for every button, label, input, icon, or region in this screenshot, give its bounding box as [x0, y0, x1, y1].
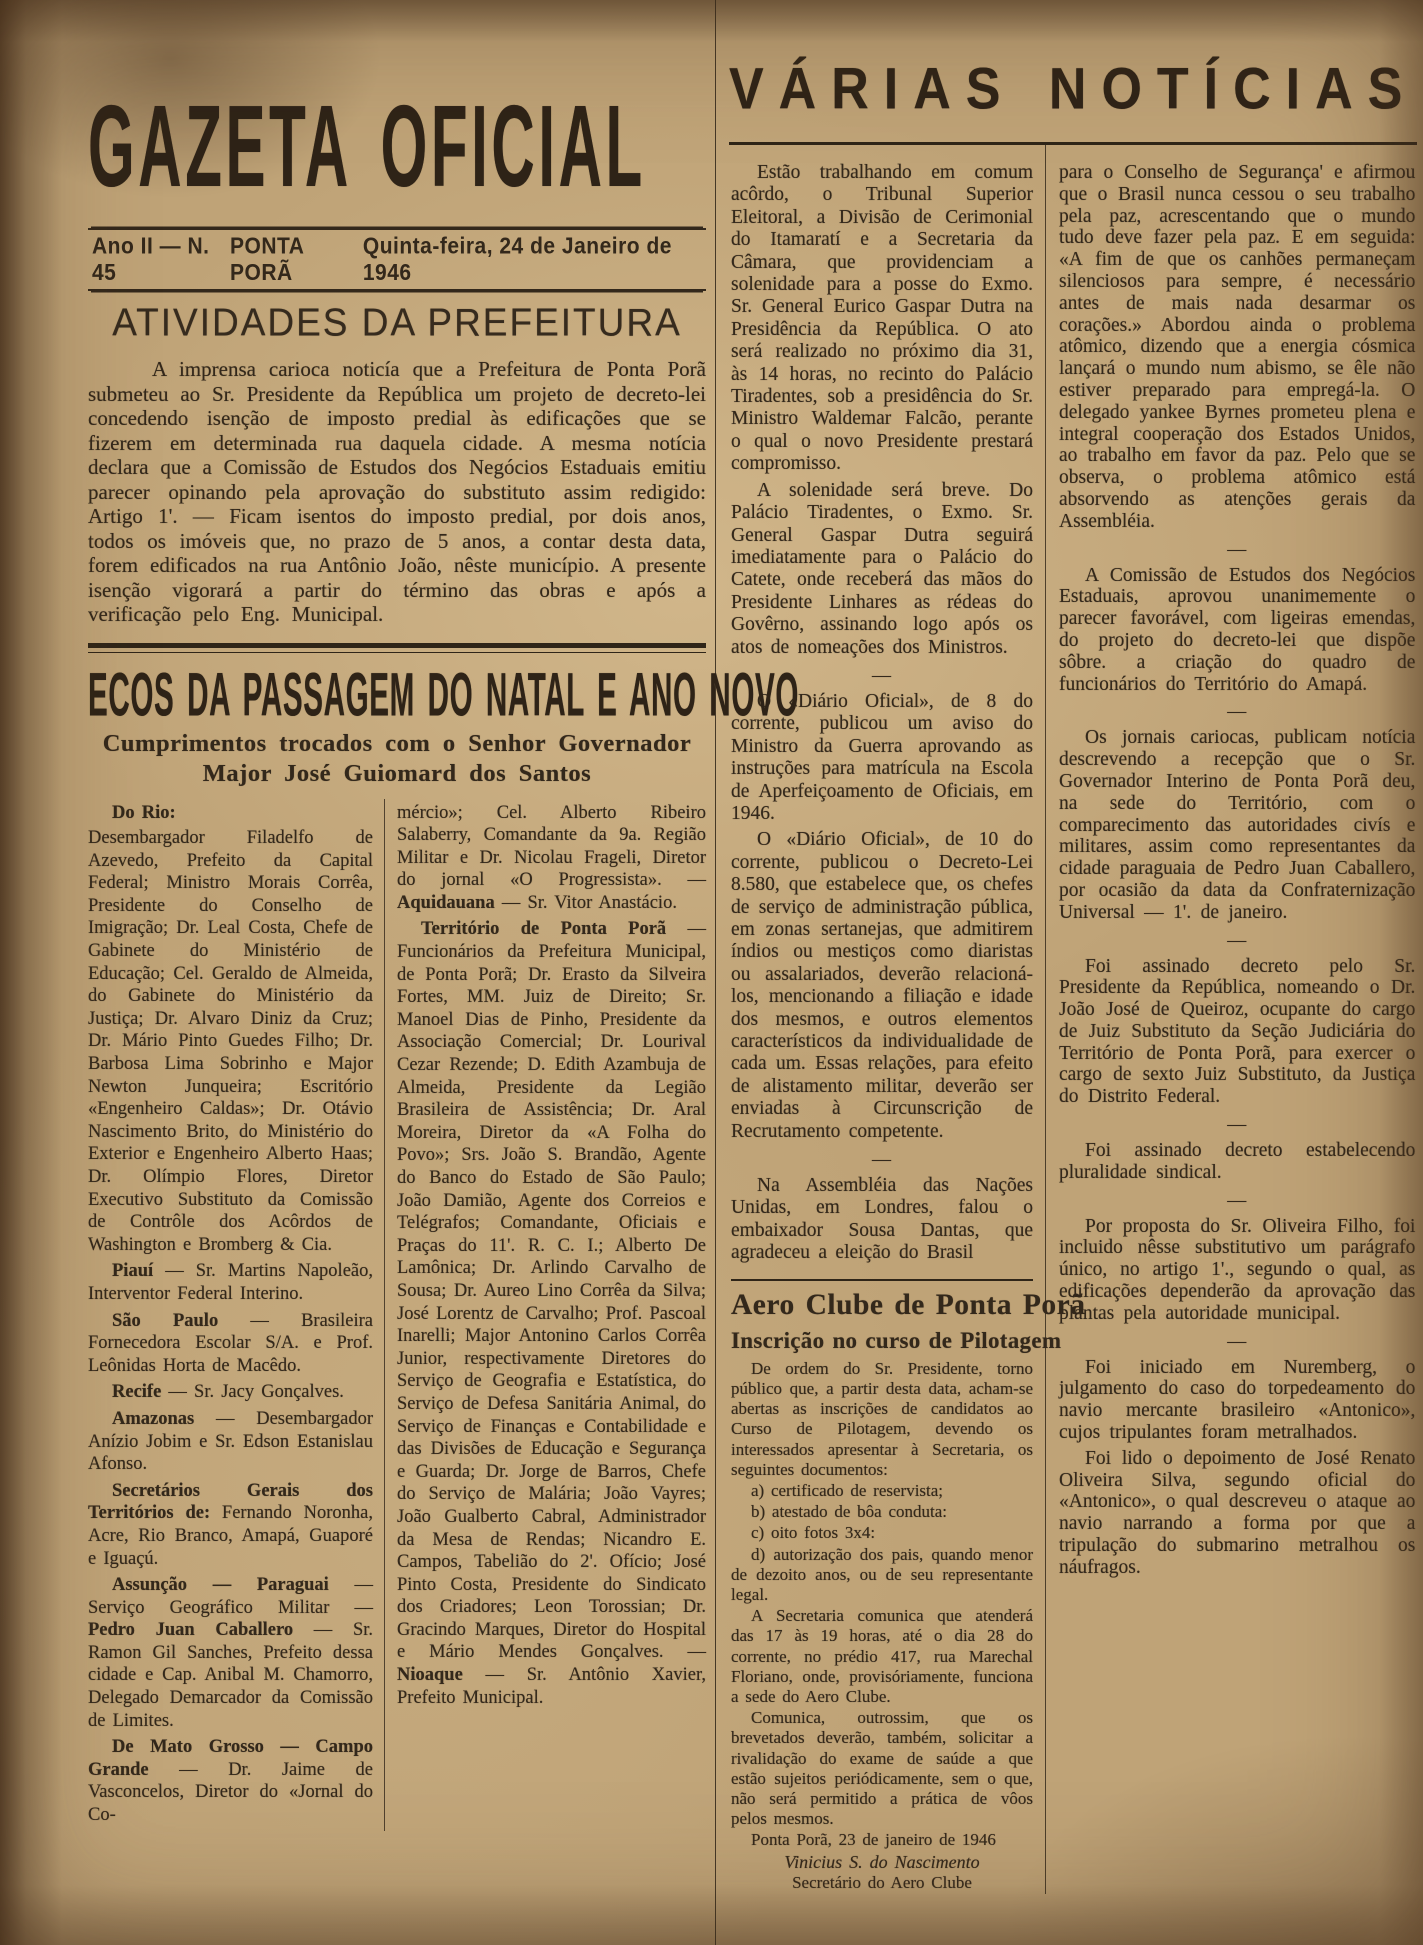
newsprint-paragraph: Assunção — Paraguai — Serviço Geográfico Militar — Pedro Juan Caballero — Sr. Ramon Gil Sanches, Prefeito dessa cidade e Cap. Anibal M. Chamorro, Delegado Demarcador da Comissão de Limites.: [88, 1575, 373, 1731]
item-separator: —: [1227, 538, 1248, 560]
newsprint-paragraph: Foi assinado decreto estabelecendo pluralidade sindical.: [1059, 1140, 1416, 1183]
newsprint-paragraph: De Mato Grosso — Campo Grande — Dr. Jaime de Vasconcelos, Diretor do «Jornal do Co-: [88, 1737, 373, 1826]
newsprint-paragraph: Por proposta do Sr. Oliveira Filho, foi incluido nêsse substitutivo um parágrafo único, no artigo 1'., segundo o qual, as edificações dependerão da aprovação das plantas pela autoridade municipal.: [1059, 1215, 1416, 1324]
newsprint-paragraph: Amazonas — Desembargador Anízio Jobim e Sr. Edson Estanislau Afonso.: [88, 1408, 373, 1475]
newsprint-paragraph: A Comissão de Estudos dos Negócios Estaduais, aprovou unanimemente o parecer favorável, com ligeiras emendas, do projeto do decreto-lei que dispõe sôbre. a criação do quadro de funcionários do Território do Amapá.: [1059, 564, 1416, 695]
dateline-city: PONTA PORÃ: [230, 233, 304, 286]
item-separator: —: [872, 1149, 892, 1171]
article-prefeitura-body: [88, 357, 706, 627]
newsprint-paragraph: Na Assembléia das Nações Unidas, em Londres, falou o embaixador Sousa Dantas, que agradeceu a eleição do Brasil: [731, 1175, 1033, 1264]
aero-clube-body: [731, 1359, 1033, 1893]
newsprint-paragraph: A solenidade será breve. Do Palácio Tiradentes, o Exmo. Sr. General Gaspar Dutra seguirá imediatamente para o Palácio do Catete, onde receberá das mãos do Presidente Linhares as rédeas do Govêrno, assinando logo após os atos de nomeações dos Ministros.: [731, 479, 1033, 658]
newsprint-paragraph: Comunica, outrossim, que os brevetados deverão, também, solicitar a rivalidação do exame de saúde a que estão sujeitos periódicamente, sem o que, não será permitido a prática de vôos pelos mesmos.: [731, 1708, 1033, 1829]
newsprint-paragraph: para o Conselho de Segurança' e afirmou que o Brasil nunca cessou o seu trabalho pela paz, acrescentando que o mundo tudo deve fazer pela paz. E em seguida: «A fim de que os canhões permaneçam silenciosos para sempre, é necessário antes de mais nada desarmar os corações.» Abordou ainda o problema atômico, dizendo que a energia cósmica lançará o mundo num abismo, se êle não estiver preparado para empregá-la. O delegado yankee Byrnes prometeu plena e integral cooperação dos Estados Unidos, ao trabalho em favor da paz. Pelo que se observa, o problema atômico está absorvendo as atenções gerais da Assembléia.: [1059, 162, 1416, 532]
varias-column-left: [729, 145, 1086, 1894]
newsprint-paragraph: Foi iniciado em Nuremberg, o julgamento do caso do torpedeamento do navio mercante brasileiro «Antonico», cujos tripulantes foram metralhados.: [1059, 1356, 1416, 1444]
ecos-column-right: [385, 799, 706, 1831]
newsprint-paragraph: Foi lido o depoimento de José Renato Oliveira Silva, segundo oficial do «Antonico», o qual descreveu o ataque ao navio narrando a forma por que a tripulação do submarino metralhou os náufragos.: [1059, 1447, 1416, 1578]
newsprint-paragraph: Estão trabalhando em comum acôrdo, o Tribunal Superior Eleitoral, a Divisão de Cerimonial do Itamaratí e a Secretaria da Câmara, que providenciam a solenidade para a posse do Exmo. Sr. General Eurico Gaspar Dutra na Presidência da República. O ato será realizado no próximo dia 31, às 14 horas, no recinto do Palácio Tiradentes, sob a presidência do Sr. Ministro Waldemar Falcão, perante o qual o novo Presidente prestará compromisso.: [731, 162, 1033, 475]
item-separator: —: [1227, 701, 1248, 723]
article-prefeitura-paragraph: A imprensa carioca noticía que a Prefeitura de Ponta Porã submeteu ao Sr. Presidente da República um projeto de decreto-lei concedendo isenção de imposto predial às edificações que se fizerem em determinada rua daquela cidade. A mesma notícia declara que a Comissão de Estudos dos Negócios Estaduais emitiu parecer opinando pela aprovação do substituto assim redigido: Artigo 1'. — Ficam isentos do imposto predial, por dois anos, todos os imóveis que, no prazo de 5 anos, a contar desta data, forem edificados na rua Antônio João, nêste município. A presente isenção vigorará a partir do término das obras e após a verificação pelo Eng. Municipal.: [88, 357, 706, 626]
newsprint-paragraph: Piauí — Sr. Martins Napoleão, Interventor Federal Interino.: [88, 1261, 373, 1304]
dateline-bar: [88, 228, 706, 291]
newsprint-paragraph: São Paulo — Brasileira Fornecedora Escolar S/A. e Prof. Leônidas Horta de Macêdo.: [88, 1310, 373, 1376]
left-section: [88, 0, 800, 1945]
newsprint-paragraph: Os jornais cariocas, publicam notícia descrevendo a recepção que o Sr. Governador Interino de Ponta Porã deu, na sede do Território, com o comparecimento das autoridades civís e militares, assim como representantes da cidade paraguaia de Pedro Juan Caballero, por ocasião da data da Confraternização Universal — 1'. de janeiro.: [1059, 727, 1416, 923]
newsprint-paragraph: Foi assinado decreto pelo Sr. Presidente da República, nomeando o Dr. João José de Queiroz, ocupante do cargo de Juiz Substituto da Seção Judiciária do Território de Ponta Porã, para exercer o cargo de sexto Juiz Substituto, da Justiça do Distrito Federal.: [1059, 955, 1416, 1108]
newsprint-paragraph: Vinicius S. do Nascimento: [784, 1851, 980, 1872]
page-content: [88, 0, 1418, 1945]
newsprint-paragraph: a) certificado de reservista;: [751, 1480, 944, 1500]
rule-above-ecos: [88, 643, 706, 653]
varias-column-right: [1046, 145, 1417, 1894]
newsprint-paragraph: b) atestado de bôa conduta:: [751, 1502, 947, 1522]
varias-headline: VÁRIAS NOTÍCIAS: [729, 57, 1418, 123]
item-separator: —: [1227, 1330, 1248, 1352]
dateline-edition: Ano II — N. 45: [92, 233, 210, 286]
item-separator: —: [872, 664, 892, 686]
ecos-headline: ECOS DA PASSAGEM DO NATAL E ANO NOVO: [88, 659, 800, 729]
newsprint-paragraph: mércio»; Cel. Alberto Ribeiro Salaberry, Comandante da 9a. Região Militar e Dr. Nicolau Frageli, Diretor do jornal «O Progressista». — Aquidauana — Sr. Vitor Anastácio.: [397, 802, 706, 913]
newsprint-paragraph: c) oito fotos 3x4:: [751, 1523, 876, 1543]
newsprint-paragraph: d) autorização dos pais, quando menor de dezoito anos, ou de seu representante legal.: [731, 1544, 1033, 1604]
newsprint-paragraph: Do Rio:: [112, 802, 176, 823]
dateline-date: Quinta-feira, 24 de Janeiro de 1946: [362, 233, 672, 286]
newsprint-paragraph: O «Diário Oficial», de 8 do corrente, publicou um aviso do Ministro da Guerra aprovando as instruções para matrícula na Escola de Aperfeiçoamento de Oficiais, em 1946.: [731, 690, 1033, 824]
newsprint-paragraph: De ordem do Sr. Presidente, torno público que, a partir desta data, acham-se abertas as inscrições de candidatos ao Curso de Pilotagem, devendo os interessados apresentar à Secretaria, os seguintes documentos:: [731, 1358, 1033, 1479]
aero-clube-section: [731, 1279, 1086, 1893]
aero-clube-subheadline: Inscrição no curso de Pilotagem: [731, 1327, 1062, 1353]
newsprint-paragraph: Recife — Sr. Jacy Gonçalves.: [112, 1382, 344, 1403]
newsprint-paragraph: Território de Ponta Porã — Funcionários da Prefeitura Municipal, de Ponta Porã; Dr. Erasto da Silveira Fortes, MM. Juiz de Direito; Sr. Manoel Dias de Pinho, Presidente da Associação Comercial; Dr. Lourival Cezar Rezende; D. Edith Azambuja de Almeida, Presidente da Legião Brasileira de Assistência; Dr. Aral Moreira, Diretor da «A Folha do Povo»; Srs. João S. Brandão, Agente do Banco do Estado de São Paulo; João Damião, Agente dos Correios e Telégrafos; Comandante, Oficiais e Praças do 11'. R. C. I.; Alberto De Lamônica; Dr. Arlindo Carvalho de Sousa; Dr. Aureo Lino Corrêa da Silva; José Lorentz de Carvalho; Prof. Pascoal Inarelli; Major Antonino Carlos Corrêa Junior, respectivamente Diretores do Serviço de Geografia e Estatística, do Serviço de Defesa Sanitária Animal, do Serviço de Finanças e Contabilidade e das Divisões de Educação e Segurança e Guarda; Dr. Jorge de Barros, Chefe do Serviço de Malária; João Vayres; João Gualberto Cabral, Administrador da Mesa de Rendas; Nicandro E. Campos, Tabelião do 2'. Ofício; José Pinto Costa, Presidente do Sindicato dos Criadores; Leon Torossian; Dr. Gracindo Marques, Diretor do Hospital e Mário Mendes Gonçalves. — Nioaque — Sr. Antônio Xavier, Prefeito Municipal.: [397, 919, 706, 1708]
masthead: [88, 81, 706, 214]
aero-clube-headline: Aero Clube de Ponta Porã: [731, 1288, 1086, 1321]
ecos-subtitle: [88, 729, 706, 789]
ecos-columns: [88, 799, 706, 1831]
right-section: [715, 0, 1417, 1945]
newsprint-paragraph: A Secretaria comunica que atenderá das 17 às 19 horas, até o dia 28 do corrente, no prédio 417, rua Marechal Floriano, onde, provisóriamente, funciona a sede do Aero Clube.: [731, 1606, 1033, 1706]
ecos-column-left: [88, 799, 385, 1831]
newsprint-paragraph: Secretários Gerais dos Territórios de: Fernando Noronha, Acre, Rio Branco, Amapá, Guaporé e Iguaçú.: [88, 1480, 373, 1569]
item-separator: —: [1227, 1114, 1248, 1136]
item-separator: —: [1227, 929, 1248, 951]
article-prefeitura-headline: ATIVIDADES DA PREFEITURA: [112, 301, 682, 345]
varias-columns: [729, 145, 1417, 1894]
ecos-subtitle-line1: Cumprimentos trocados com o Senhor Governador: [102, 729, 692, 757]
varias-headline-wrap: [729, 56, 1417, 145]
newsprint-paragraph: Secretário do Aero Clube: [792, 1872, 972, 1892]
ecos-subtitle-line2: Major José Guiomard dos Santos: [202, 759, 592, 787]
item-separator: —: [1227, 1189, 1248, 1211]
newsprint-paragraph: O «Diário Oficial», de 10 do corrente, publicou o Decreto-Lei 8.580, que estabelece que, os chefes de serviço de administração pública, em zonas sertanejas, que admitirem índios ou mestiços como diaristas ou assalariados, deverão relacioná-los, mencionando a filiação e idade dos mesmos, e outros elementos característicos da individualidade de cada um. Essas relações, para efeito de alistamento militar, deverão ser enviadas à Circunscrição de Recrutamento competente.: [731, 829, 1033, 1142]
ecos-headline-wrap: [88, 659, 800, 729]
newsprint-paragraph: Ponta Porã, 23 de janeiro de 1946: [751, 1830, 996, 1850]
masthead-title: GAZETA OFICIAL: [88, 81, 646, 212]
newsprint-paragraph: Desembargador Filadelfo de Azevedo, Prefeito da Capital Federal; Ministro Morais Corrêa, Presidente do Conselho de Imigração; Dr. Leal Costa, Chefe de Gabinete do Ministério de Educação; Cel. Geraldo de Almeida, do Gabinete do Ministério da Justiça; Dr. Alvaro Diniz da Cruz; Dr. Mário Pinto Guedes Filho; Dr. Barbosa Lima Sobrinho e Major Newton Junqueira; Escritório «Engenheiro Caldas»; Dr. Otávio Nascimento Brito, do Ministério do Exterior e Engenheiro Alberto Haas; Dr. Olímpio Flores, Diretor Executivo Substituto da Comissão de Contrôle dos Acôrdos de Washington e Bromberg & Cia.: [88, 828, 373, 1255]
